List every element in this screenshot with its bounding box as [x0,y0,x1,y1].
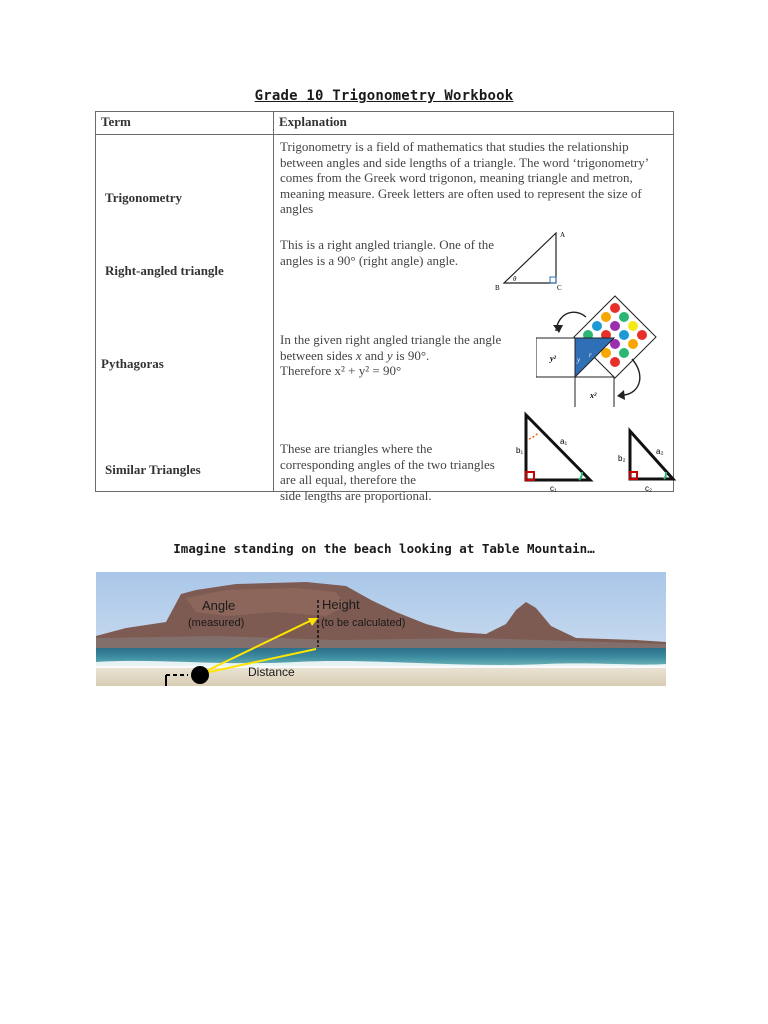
explanation-line: side lengths are proportional. [280,487,432,503]
explanation-line: between angles and side lengths of a triangle. The word ‘trigonometry’ [280,154,650,170]
explanation-trigonometry [280,139,680,217]
term-pythagoras: Pythagoras [101,356,164,371]
label-b2: b₂ [618,454,626,463]
explanation-line: angles [280,201,314,216]
height-label: Height [322,597,360,612]
explanation-line: These are triangles where the [280,441,433,456]
marble [619,312,629,322]
table-body-row [96,135,674,492]
side-y-label: y [577,356,581,364]
explanation-line: comes from the Greek word trigonon, meaning triangle and metron, [280,170,633,185]
height-sub-label: (to be calculated) [321,617,406,629]
explanation-line: This is a right angled triangle. One of the [280,237,495,252]
table-header-row [96,112,674,135]
triangle-1 [526,415,590,480]
observer-dot [191,666,209,684]
explanation-line: Trigonometry is a field of mathematics that studies the relationship [280,139,629,154]
marble [592,321,602,331]
explanation-line: between sides x and y is 90°. [280,347,430,363]
angle-theta-label: θ [513,275,517,283]
distance-label: Distance [248,665,295,679]
right-triangle-figure [492,227,572,291]
marble [628,321,638,331]
vertex-c-label: C [557,284,562,291]
label-c1: c₁ [550,484,557,493]
term-column [96,135,274,492]
marble [619,330,629,340]
vertex-b-label: B [495,284,500,291]
marble [610,321,620,331]
explanation-similar-triangles [280,441,520,503]
arrowhead [553,325,563,333]
marble [601,312,611,322]
pythagoras-figure [536,295,658,407]
marble [628,339,638,349]
marble [610,357,620,367]
terms-table [95,111,674,503]
explanation-line: Therefore x² + y² = 90° [280,363,402,378]
angle-dash-1 [529,433,538,439]
angle-arc-2 [664,472,666,479]
explanation-right-angled-triangle [280,237,520,268]
arrowhead [617,390,625,400]
header-explanation: Explanation [274,112,674,135]
explanation-line: In the given right angled triangle the angle [280,332,502,347]
table-mountain-photo [96,572,666,686]
marble [637,330,647,340]
similar-triangles-figure [514,411,684,501]
term-similar-triangles: Similar Triangles [105,462,201,477]
marble [619,348,629,358]
explanation-pythagoras [280,332,540,379]
square-x-label: x² [590,391,597,400]
angle-label: Angle [202,598,236,613]
side-x-label: x [588,365,592,373]
marble [610,303,620,313]
page-title: Grade 10 Trigonometry Workbook [254,88,514,104]
photo-caption: Imagine standing on the beach looking at Table Mountain… [173,541,595,556]
side-r-label: r [589,351,592,359]
label-c2: c₂ [645,484,653,493]
label-a1: a₁ [560,437,568,446]
square-y-label: y² [550,354,556,363]
label-a2: a₂ [656,447,664,456]
term-trigonometry: Trigonometry [105,190,183,205]
explanation-line: corresponding angles of the two triangles [280,456,495,472]
vertex-a-label: A [560,231,566,239]
label-b1: b₁ [516,446,524,455]
header-term: Term [96,112,274,135]
explanation-line: are all equal, therefore the [280,472,417,487]
explanation-line: angles is a 90° (right angle) angle. [280,252,459,268]
explanation-column [274,135,674,503]
term-right-angled-triangle: Right-angled triangle [105,263,224,278]
angle-sub-label: (measured) [188,617,245,629]
explanation-line: meaning measure. Greek letters are often used to represent the size of [280,185,642,201]
